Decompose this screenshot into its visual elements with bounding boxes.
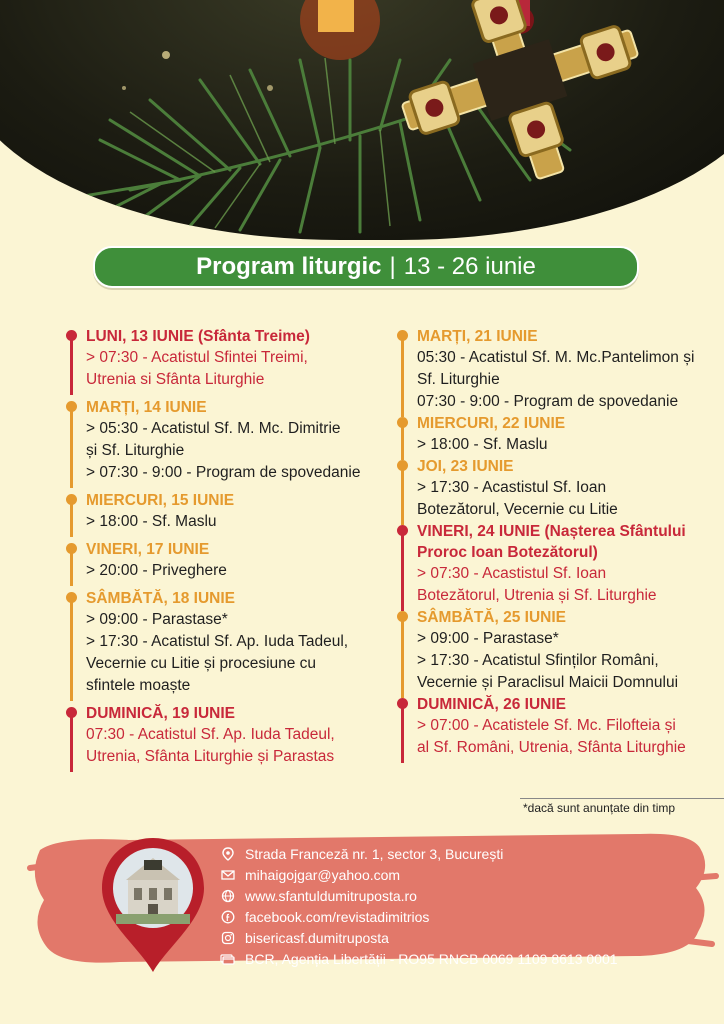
instagram-icon bbox=[220, 930, 235, 945]
day-heading: MARȚI, 21 IUNIE bbox=[417, 328, 538, 345]
day-heading: MIERCURI, 22 IUNIE bbox=[417, 415, 566, 432]
facebook-text[interactable]: facebook.com/revistadimitrios bbox=[245, 908, 430, 925]
cross-and-palm-illustration bbox=[0, 0, 724, 240]
timeline-bar bbox=[401, 706, 404, 763]
day-heading: MARȚI, 14 IUNIE bbox=[86, 399, 207, 416]
service-item: > 18:00 - Sf. Maslu bbox=[417, 436, 548, 453]
timeline-bar bbox=[70, 502, 73, 537]
service-item: 07:30 - 9:00 - Program de spovedanie bbox=[417, 393, 679, 410]
day-heading: LUNI, 13 IUNIE (Sfânta Treime) bbox=[86, 328, 310, 345]
day-heading: DUMINICĂ, 26 IUNIE bbox=[417, 696, 566, 713]
schedule-entry bbox=[397, 456, 717, 521]
location-pin-icon bbox=[220, 846, 235, 861]
contact-website[interactable] bbox=[220, 885, 618, 906]
service-item: > 20:00 - Priveghere bbox=[86, 562, 227, 579]
timeline-bar bbox=[401, 425, 404, 460]
schedule-entry bbox=[66, 703, 386, 768]
facebook-icon bbox=[220, 909, 235, 924]
day-heading: VINERI, 17 IUNIE bbox=[86, 541, 210, 558]
timeline-bar bbox=[401, 338, 404, 417]
schedule-entry bbox=[397, 326, 717, 413]
hero-photo bbox=[0, 0, 724, 240]
title-date-range: 13 - 26 iunie bbox=[403, 253, 536, 280]
email-icon bbox=[220, 867, 235, 882]
schedule-right-column bbox=[397, 326, 717, 759]
timeline-bar bbox=[70, 409, 73, 488]
day-heading: SÂMBĂTĂ, 25 IUNIE bbox=[417, 609, 566, 626]
service-item: > 09:00 - Parastase* bbox=[417, 630, 559, 647]
instagram-text[interactable]: bisericasf.dumitruposta bbox=[245, 929, 389, 946]
schedule-entry bbox=[66, 490, 386, 533]
address-text: Strada Franceză nr. 1, sector 3, București bbox=[245, 845, 504, 862]
bank-card-icon bbox=[220, 951, 235, 966]
schedule-entry bbox=[66, 326, 386, 391]
schedule-left-column bbox=[66, 326, 386, 768]
footnote-divider bbox=[520, 798, 724, 799]
schedule-entry bbox=[66, 539, 386, 582]
footnote: *dacă sunt anunțate din timp bbox=[523, 801, 676, 815]
service-item: > 18:00 - Sf. Maslu bbox=[86, 513, 217, 530]
timeline-bar bbox=[401, 533, 404, 611]
service-item: > 07:00 - Acatistele Sf. Mc. Filofteia și al Sf. Români, Utrenia, Sfânta Liturghie bbox=[417, 717, 686, 756]
timeline-bar bbox=[70, 551, 73, 586]
timeline-bar bbox=[70, 338, 73, 395]
schedule-entry bbox=[66, 397, 386, 484]
timeline-bar bbox=[70, 715, 73, 772]
title-separator: | bbox=[389, 253, 396, 280]
contact-email[interactable] bbox=[220, 864, 618, 885]
bank-account-text: BCR, Agenția Libertății - RO95 RNCB 0069 1109 8613 0001 bbox=[245, 950, 618, 967]
schedule-entry bbox=[397, 607, 717, 694]
day-heading: DUMINICĂ, 19 IUNIE bbox=[86, 705, 235, 722]
day-heading: VINERI, 24 IUNIE (Nașterea Sfântului Proroc Ioan Botezătorul) bbox=[417, 523, 686, 561]
contact-address bbox=[220, 843, 618, 864]
service-item: 05:30 - Acatistul Sf. M. Mc.Pantelimon și Sf. Liturghie bbox=[417, 349, 695, 388]
contact-info bbox=[220, 843, 618, 969]
service-item: > 17:30 - Acatistul Sf. Ap. Iuda Tadeul, Vecernie cu Litie și procesiune cu sfintele moaște bbox=[86, 633, 349, 694]
service-item: > 07:30 - 9:00 - Program de spovedanie bbox=[86, 464, 361, 481]
schedule-entry bbox=[66, 588, 386, 697]
service-item: 07:30 - Acatistul Sf. Ap. Iuda Tadeul, Utrenia, Sfânta Liturghie și Parastas bbox=[86, 726, 335, 765]
timeline-bar bbox=[401, 468, 404, 525]
title-text: Program liturgic bbox=[196, 253, 382, 280]
day-heading: JOI, 23 IUNIE bbox=[417, 458, 514, 475]
service-item: > 09:00 - Parastase* bbox=[86, 611, 228, 628]
day-heading: MIERCURI, 15 IUNIE bbox=[86, 492, 235, 509]
contact-bank bbox=[220, 948, 618, 969]
service-item: > 07:30 - Acastistul Sf. Ioan Botezătorul, Utrenia și Sf. Liturghie bbox=[417, 565, 657, 604]
schedule-entry bbox=[397, 413, 717, 456]
service-item: > 05:30 - Acatistul Sf. M. Mc. Dimitrie și Sf. Liturghie bbox=[86, 420, 341, 459]
globe-icon bbox=[220, 888, 235, 903]
contact-instagram[interactable] bbox=[220, 927, 618, 948]
timeline-bar bbox=[70, 600, 73, 701]
contact-facebook[interactable] bbox=[220, 906, 618, 927]
timeline-bar bbox=[401, 619, 404, 698]
service-item: > 17:30 - Acatistul Sfinților Români, Vecernie și Paraclisul Maicii Domnului bbox=[417, 652, 679, 691]
day-heading: SÂMBĂTĂ, 18 IUNIE bbox=[86, 590, 235, 607]
schedule-entry bbox=[397, 694, 717, 759]
email-text[interactable]: mihaigojgar@yahoo.com bbox=[245, 866, 401, 883]
program-title-banner bbox=[93, 246, 639, 288]
service-item: > 07:30 - Acatistul Sfintei Treimi, Utrenia si Sfânta Liturghie bbox=[86, 349, 308, 388]
website-text[interactable]: www.sfantuldumitruposta.ro bbox=[245, 887, 417, 904]
schedule-entry bbox=[397, 521, 717, 607]
service-item: > 17:30 - Acastistul Sf. Ioan Botezătorul, Vecernie cu Litie bbox=[417, 479, 618, 518]
church-location-pin bbox=[98, 834, 208, 974]
